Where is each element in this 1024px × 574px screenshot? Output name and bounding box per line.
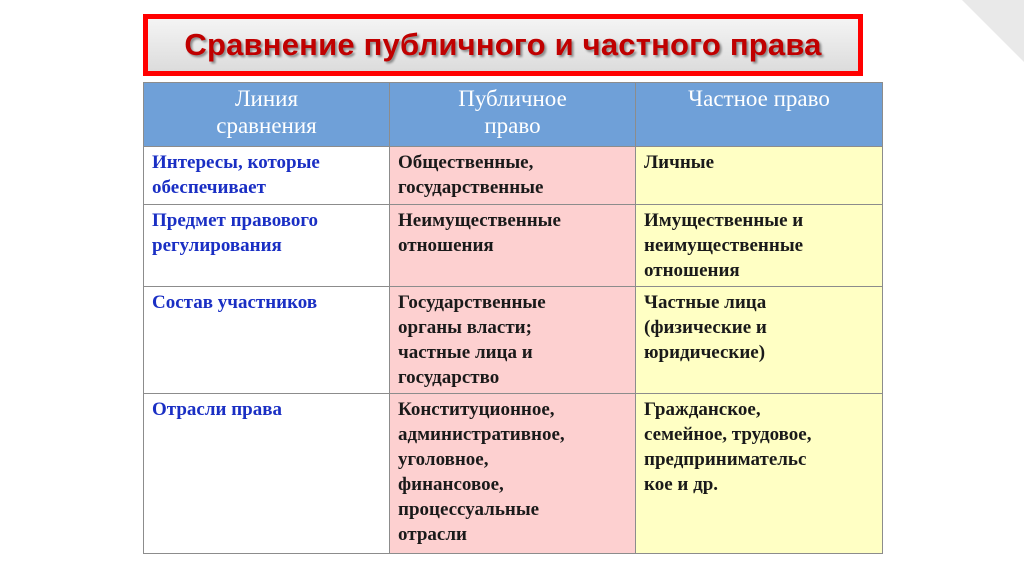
header-public-law-label: Публичное право <box>458 86 567 138</box>
row-criterion: Состав участников <box>152 292 318 313</box>
header-private-law <box>636 83 883 147</box>
row-private-cell <box>636 205 883 287</box>
row-criterion: Отрасли права <box>152 399 282 420</box>
row-private-cell <box>636 147 883 205</box>
table-row <box>144 205 883 287</box>
row-public-value: Общественные, государственные <box>398 152 544 198</box>
row-private-cell <box>636 287 883 394</box>
row-criterion: Предмет правового регулирования <box>152 210 319 256</box>
row-public-cell <box>390 205 636 287</box>
header-comparison-line <box>144 83 390 147</box>
row-private-value: Имущественные и неимущественные отношения <box>644 210 804 281</box>
header-private-law-label: Частное право <box>688 86 830 111</box>
row-public-value: Конституционное, административное, уголовное, финансовое, процессуальные отрасли <box>398 399 565 545</box>
row-private-cell <box>636 394 883 554</box>
row-criterion-cell <box>144 205 390 287</box>
table-row <box>144 147 883 205</box>
row-public-value: Неимущественные отношения <box>398 210 561 256</box>
row-criterion-cell <box>144 147 390 205</box>
table-header-row <box>144 83 883 147</box>
row-private-value: Гражданское, семейное, трудовое, предпринимательс кое и др. <box>644 399 812 495</box>
row-criterion-cell <box>144 287 390 394</box>
table-row <box>144 287 883 394</box>
row-criterion: Интересы, которые обеспечивает <box>152 152 320 198</box>
header-public-law <box>390 83 636 147</box>
row-private-value: Частные лица (физические и юридические) <box>644 292 767 363</box>
table-row <box>144 394 883 554</box>
row-criterion-cell <box>144 394 390 554</box>
comparison-table <box>143 82 883 554</box>
row-public-value: Государственные органы власти; частные лица и государство <box>398 292 546 388</box>
slide-corner-fold <box>962 0 1024 62</box>
row-private-value: Личные <box>644 152 715 173</box>
slide-title: Сравнение публичного и частного права <box>184 27 822 62</box>
row-public-cell <box>390 147 636 205</box>
header-comparison-line-label: Линия сравнения <box>216 86 317 138</box>
row-public-cell <box>390 394 636 554</box>
row-public-cell <box>390 287 636 394</box>
title-box <box>143 14 863 76</box>
